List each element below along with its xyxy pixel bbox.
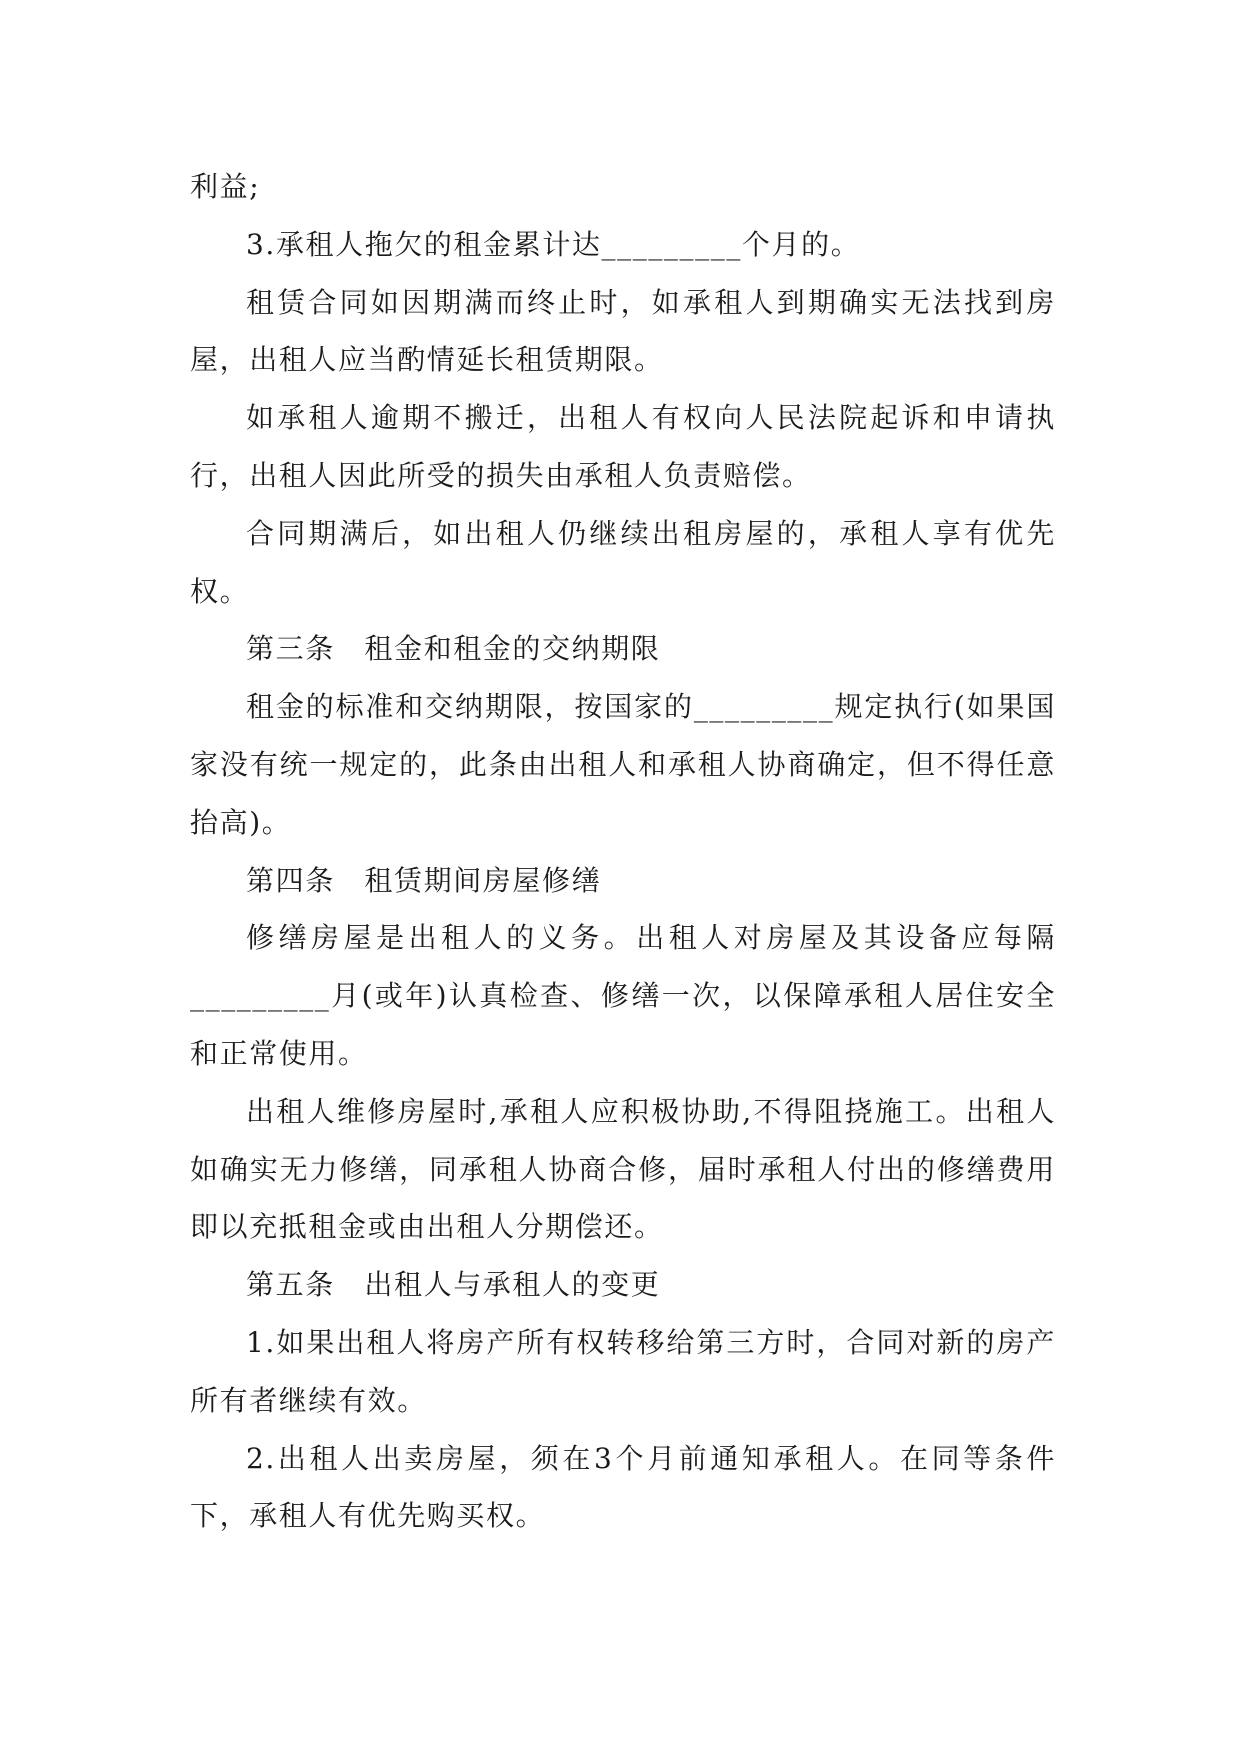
article-4-heading: 第四条 租赁期间房屋修缮 <box>246 863 602 897</box>
paragraph-repair-duty: 修缮房屋是出租人的义务。出租人对房屋及其设备应每隔_________月(或年)认真检查、修缮一次，以保障承租人居住安全和正常使用。 <box>190 921 1056 1070</box>
paragraph-continuation: 利益; <box>190 170 261 203</box>
paragraph-rent-standard: 租金的标准和交纳期限，按国家的_________规定执行(如果国家没有统一规定的，此条由出租人和承租人协商确定，但不得任意抬高)。 <box>190 690 1056 839</box>
paragraph-expiry-extension: 租赁合同如因期满而终止时，如承租人到期确实无法找到房屋，出租人应当酌情延长租赁期限。 <box>190 285 1056 377</box>
paragraph-clause-3: 3.承租人拖欠的租金累计达_________个月的。 <box>246 227 861 261</box>
article-5-heading: 第五条 出租人与承租人的变更 <box>246 1268 661 1302</box>
document-body <box>190 158 1056 1545</box>
paragraph-repair-cooperation: 出租人维修房屋时,承租人应积极协助,不得阻挠施工。出租人如确实无力修缮，同承租人协商合修，届时承租人付出的修缮费用即以充抵租金或由出租人分期偿还。 <box>190 1094 1056 1244</box>
article-3-heading: 第三条 租金和租金的交纳期限 <box>246 632 661 666</box>
paragraph-overdue-relocation: 如承租人逾期不搬迁，出租人有权向人民法院起诉和申请执行，出租人因此所受的损失由承租人负责赔偿。 <box>190 401 1056 492</box>
paragraph-ownership-transfer: 1.如果出租人将房产所有权转移给第三方时，合同对新的房产所有者继续有效。 <box>190 1325 1056 1417</box>
paragraph-sale-notice: 2.出租人出卖房屋，须在3个月前通知承租人。在同等条件下，承租人有优先购买权。 <box>190 1441 1056 1533</box>
paragraph-priority-right: 合同期满后，如出租人仍继续出租房屋的，承租人享有优先权。 <box>190 516 1056 608</box>
